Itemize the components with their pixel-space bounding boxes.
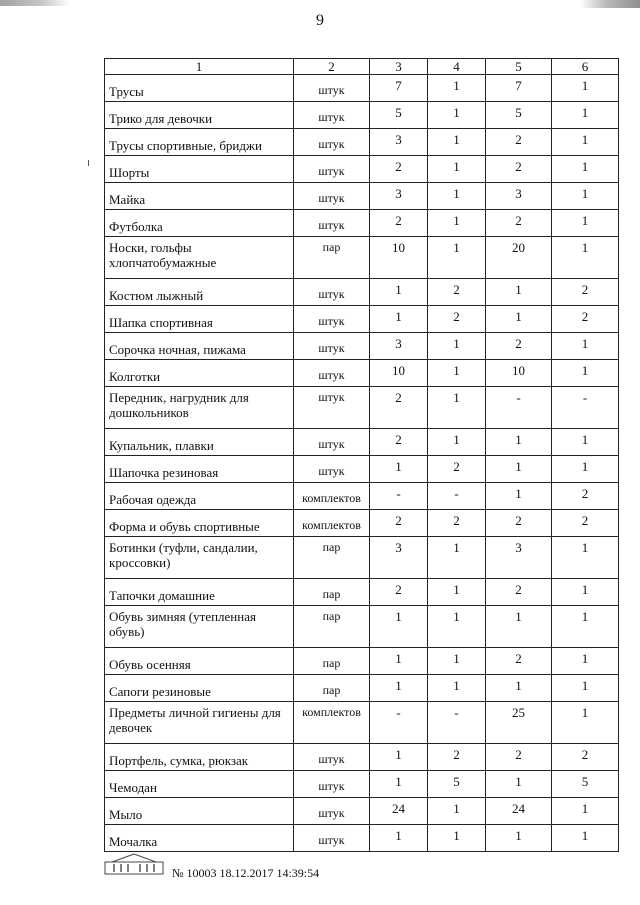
unit-cell: штук (294, 306, 370, 333)
item-name-cell: Костюм лыжный (105, 279, 294, 306)
value-cell: 2 (370, 579, 428, 606)
value-cell: 1 (486, 279, 552, 306)
value-cell: 2 (370, 429, 428, 456)
value-cell: 1 (486, 771, 552, 798)
unit-cell: комплектов (294, 510, 370, 537)
unit-cell: штук (294, 456, 370, 483)
value-cell: 1 (552, 210, 619, 237)
value-cell: 1 (552, 360, 619, 387)
value-cell: 1 (486, 456, 552, 483)
value-cell: 1 (370, 648, 428, 675)
item-name-cell: Носки, гольфы хлопчатобумажные (105, 237, 294, 279)
value-cell: 1 (552, 579, 619, 606)
value-cell: 2 (428, 744, 486, 771)
unit-cell: пар (294, 237, 370, 279)
value-cell: 3 (370, 129, 428, 156)
value-cell: 5 (552, 771, 619, 798)
value-cell: 1 (370, 279, 428, 306)
value-cell: - (370, 483, 428, 510)
item-name-cell: Майка (105, 183, 294, 210)
page-number: 9 (316, 12, 324, 29)
value-cell: 1 (428, 129, 486, 156)
value-cell: 2 (486, 129, 552, 156)
value-cell: 2 (370, 210, 428, 237)
unit-cell: штук (294, 279, 370, 306)
column-header: 4 (428, 59, 486, 75)
value-cell: 2 (370, 387, 428, 429)
table-row (105, 483, 619, 510)
unit-cell: пар (294, 648, 370, 675)
item-name-cell: Мочалка (105, 825, 294, 852)
value-cell: 1 (370, 744, 428, 771)
table-row (105, 156, 619, 183)
table-row (105, 333, 619, 360)
unit-cell: штук (294, 798, 370, 825)
table-row (105, 510, 619, 537)
table-row (105, 360, 619, 387)
item-name-cell: Тапочки домашние (105, 579, 294, 606)
unit-cell: штук (294, 744, 370, 771)
value-cell: 2 (428, 279, 486, 306)
value-cell: 2 (552, 510, 619, 537)
value-cell: 1 (428, 825, 486, 852)
value-cell: 1 (486, 675, 552, 702)
value-cell: 7 (486, 75, 552, 102)
value-cell: 2 (428, 456, 486, 483)
value-cell: 2 (552, 483, 619, 510)
table-row (105, 825, 619, 852)
value-cell: 2 (552, 279, 619, 306)
table-row (105, 129, 619, 156)
table-row (105, 210, 619, 237)
item-name-cell: Шорты (105, 156, 294, 183)
value-cell: 2 (370, 156, 428, 183)
value-cell: 1 (428, 183, 486, 210)
scan-edge-mark (0, 0, 70, 6)
value-cell: 1 (428, 387, 486, 429)
scan-edge-mark (580, 0, 640, 8)
table-row (105, 537, 619, 579)
column-header: 3 (370, 59, 428, 75)
value-cell: 3 (370, 333, 428, 360)
value-cell: 2 (486, 333, 552, 360)
value-cell: 2 (552, 744, 619, 771)
value-cell: - (486, 387, 552, 429)
table-row (105, 798, 619, 825)
table-row (105, 744, 619, 771)
value-cell: 10 (370, 360, 428, 387)
document-stamp: № 10003 18.12.2017 14:39:54 (172, 866, 320, 880)
value-cell: 2 (552, 306, 619, 333)
item-name-cell: Сапоги резиновые (105, 675, 294, 702)
table-header-row (105, 59, 619, 75)
item-name-cell: Обувь осенняя (105, 648, 294, 675)
table-row (105, 279, 619, 306)
value-cell: 1 (552, 537, 619, 579)
table-row (105, 237, 619, 279)
unit-cell: штук (294, 360, 370, 387)
value-cell: 1 (486, 429, 552, 456)
value-cell: 1 (370, 606, 428, 648)
value-cell: 3 (486, 183, 552, 210)
table-row (105, 429, 619, 456)
item-name-cell: Обувь зимняя (утепленная обувь) (105, 606, 294, 648)
logo-seal (104, 852, 164, 876)
value-cell: 1 (370, 771, 428, 798)
column-header: 1 (105, 59, 294, 75)
value-cell: 1 (552, 456, 619, 483)
item-name-cell: Шапочка резиновая (105, 456, 294, 483)
value-cell: 1 (428, 798, 486, 825)
value-cell: 24 (486, 798, 552, 825)
value-cell: 2 (486, 510, 552, 537)
value-cell: 10 (486, 360, 552, 387)
value-cell: 2 (486, 744, 552, 771)
item-name-cell: Купальник, плавки (105, 429, 294, 456)
unit-cell: пар (294, 579, 370, 606)
unit-cell: штук (294, 429, 370, 456)
value-cell: 1 (552, 75, 619, 102)
value-cell: 1 (428, 333, 486, 360)
item-name-cell: Предметы личной гигиены для девочек (105, 702, 294, 744)
unit-cell: комплектов (294, 483, 370, 510)
value-cell: 5 (428, 771, 486, 798)
unit-cell: штук (294, 129, 370, 156)
value-cell: 1 (428, 360, 486, 387)
value-cell: 1 (428, 210, 486, 237)
item-name-cell: Форма и обувь спортивные (105, 510, 294, 537)
value-cell: 1 (552, 825, 619, 852)
value-cell: 1 (552, 129, 619, 156)
table-row (105, 75, 619, 102)
value-cell: 3 (370, 183, 428, 210)
item-name-cell: Чемодан (105, 771, 294, 798)
value-cell: - (370, 702, 428, 744)
column-header: 5 (486, 59, 552, 75)
table-row (105, 579, 619, 606)
value-cell: 1 (552, 183, 619, 210)
value-cell: 1 (428, 675, 486, 702)
value-cell: 1 (486, 606, 552, 648)
value-cell: 1 (552, 648, 619, 675)
column-header: 6 (552, 59, 619, 75)
item-name-cell: Ботинки (туфли, сандалии, кроссовки) (105, 537, 294, 579)
unit-cell: штук (294, 825, 370, 852)
value-cell: 20 (486, 237, 552, 279)
value-cell: 1 (370, 675, 428, 702)
clothing-norms-table (104, 58, 619, 852)
table-row (105, 648, 619, 675)
value-cell: - (428, 483, 486, 510)
value-cell: 1 (428, 75, 486, 102)
value-cell: 1 (370, 456, 428, 483)
table-row (105, 183, 619, 210)
value-cell: 1 (428, 537, 486, 579)
table-row (105, 702, 619, 744)
value-cell: 1 (552, 333, 619, 360)
value-cell: 2 (370, 510, 428, 537)
column-header: 2 (294, 59, 370, 75)
unit-cell: пар (294, 675, 370, 702)
value-cell: 1 (428, 648, 486, 675)
value-cell: 3 (486, 537, 552, 579)
table-body (105, 75, 619, 852)
value-cell: - (428, 702, 486, 744)
value-cell: 1 (552, 429, 619, 456)
value-cell: - (552, 387, 619, 429)
item-name-cell: Трико для девочки (105, 102, 294, 129)
table-row (105, 306, 619, 333)
unit-cell: штук (294, 183, 370, 210)
value-cell: 1 (486, 483, 552, 510)
value-cell: 1 (552, 675, 619, 702)
unit-cell: пар (294, 537, 370, 579)
item-name-cell: Футболка (105, 210, 294, 237)
table-row (105, 771, 619, 798)
item-name-cell: Трусы (105, 75, 294, 102)
unit-cell: штук (294, 75, 370, 102)
value-cell: 1 (552, 102, 619, 129)
unit-cell: штук (294, 333, 370, 360)
table-row (105, 102, 619, 129)
value-cell: 2 (486, 210, 552, 237)
value-cell: 1 (552, 798, 619, 825)
table-row (105, 387, 619, 429)
scan-speck (88, 160, 89, 166)
item-name-cell: Трусы спортивные, бриджи (105, 129, 294, 156)
unit-cell: штук (294, 771, 370, 798)
item-name-cell: Портфель, сумка, рюкзак (105, 744, 294, 771)
value-cell: 1 (552, 702, 619, 744)
value-cell: 1 (486, 825, 552, 852)
item-name-cell: Рабочая одежда (105, 483, 294, 510)
value-cell: 24 (370, 798, 428, 825)
value-cell: 1 (428, 156, 486, 183)
unit-cell: штук (294, 102, 370, 129)
unit-cell: пар (294, 606, 370, 648)
value-cell: 1 (428, 579, 486, 606)
value-cell: 1 (428, 606, 486, 648)
value-cell: 10 (370, 237, 428, 279)
value-cell: 1 (428, 237, 486, 279)
value-cell: 1 (552, 156, 619, 183)
value-cell: 7 (370, 75, 428, 102)
unit-cell: штук (294, 387, 370, 429)
item-name-cell: Шапка спортивная (105, 306, 294, 333)
item-name-cell: Сорочка ночная, пижама (105, 333, 294, 360)
value-cell: 5 (486, 102, 552, 129)
value-cell: 1 (552, 237, 619, 279)
value-cell: 2 (428, 306, 486, 333)
value-cell: 1 (428, 102, 486, 129)
table-row (105, 675, 619, 702)
unit-cell: комплектов (294, 702, 370, 744)
value-cell: 1 (370, 825, 428, 852)
value-cell: 2 (486, 648, 552, 675)
value-cell: 2 (486, 579, 552, 606)
value-cell: 1 (428, 429, 486, 456)
value-cell: 3 (370, 537, 428, 579)
value-cell: 25 (486, 702, 552, 744)
value-cell: 5 (370, 102, 428, 129)
value-cell: 1 (370, 306, 428, 333)
value-cell: 2 (486, 156, 552, 183)
table-row (105, 456, 619, 483)
table-row (105, 606, 619, 648)
value-cell: 1 (552, 606, 619, 648)
value-cell: 1 (486, 306, 552, 333)
item-name-cell: Колготки (105, 360, 294, 387)
value-cell: 2 (428, 510, 486, 537)
item-name-cell: Мыло (105, 798, 294, 825)
item-name-cell: Передник, нагрудник для дошкольников (105, 387, 294, 429)
unit-cell: штук (294, 210, 370, 237)
unit-cell: штук (294, 156, 370, 183)
